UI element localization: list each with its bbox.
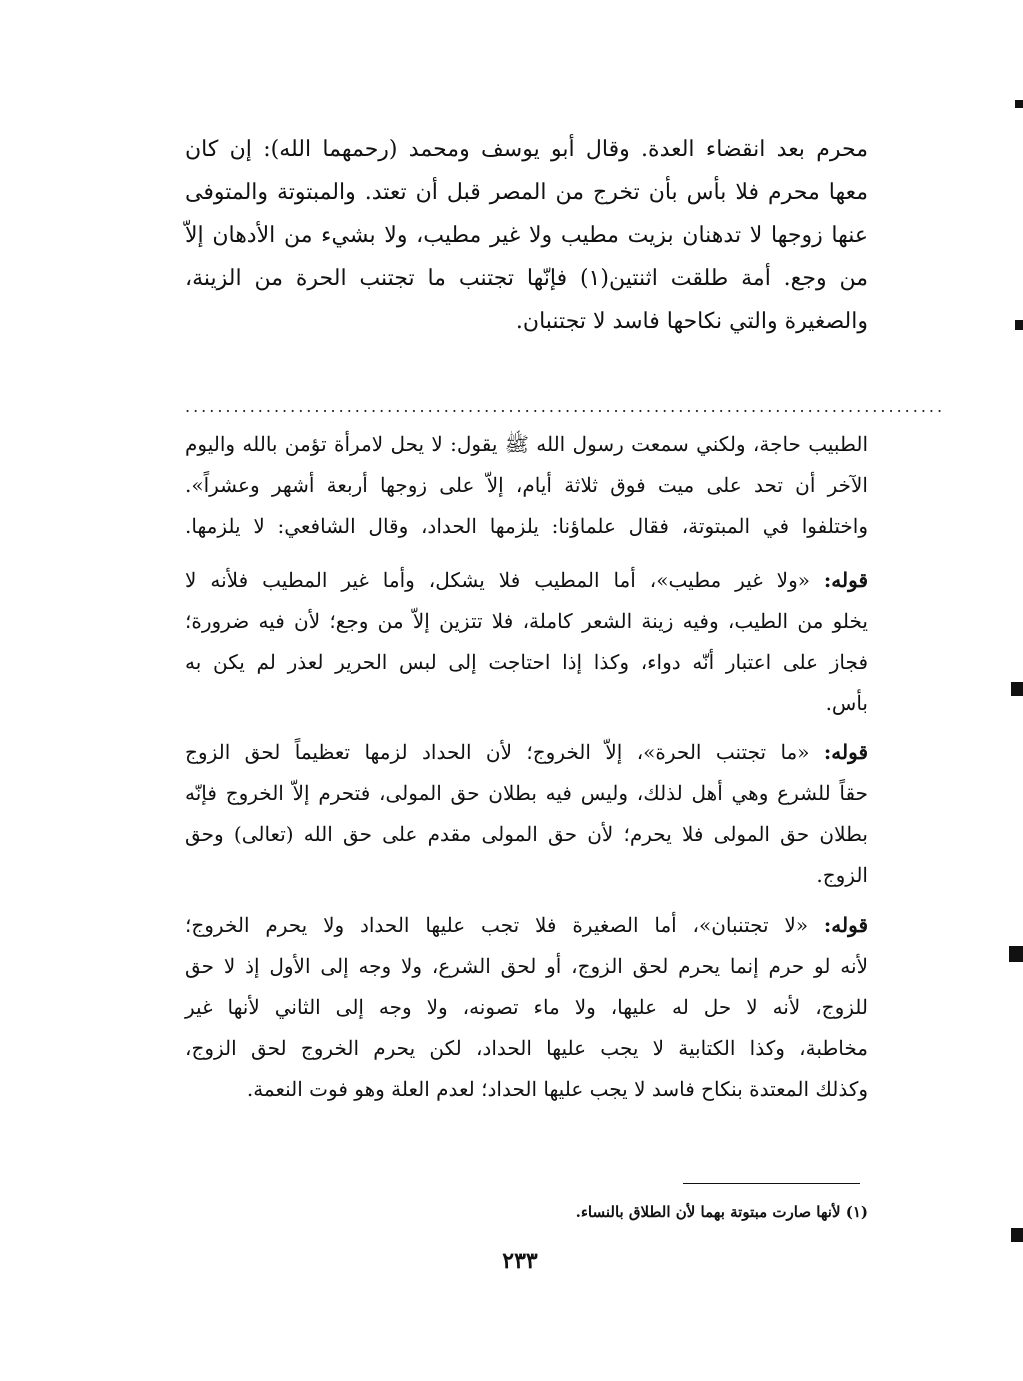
commentary-line: الآخر أن تحد على ميت فوق ثلاثة أيام، إلاّ على زوجها أربعة أشهر وعشراً». [185,473,868,497]
commentary-line [185,905,868,946]
commentary-line: للزوج، لأنه لا حل له عليها، ولا ماء تصونه، ولا وجه إلى الثاني لأنها غير [185,995,868,1019]
scan-edge-mark [1015,320,1023,330]
commentary-paragraph [185,424,868,547]
scan-edge-mark [1011,1228,1023,1242]
commentary-lead: قوله: [823,568,869,592]
commentary-line: بطلان حق المولى فلا يحرم؛ لأن حق المولى مقدم على حق الله (تعالى) وحق [185,822,868,846]
main-text-line: معها محرم فلا بأس بأن تخرج من المصر قبل أن تعتد. والمبتوتة والمتوفى [185,180,868,205]
main-text-line: محرم بعد انقضاء العدة. وقال أبو يوسف ومحمد (رحمهما الله): إن كان [185,137,868,162]
footnote-rule [683,1183,860,1184]
commentary-lead: قوله: [823,740,868,764]
commentary-line: مخاطبة، وكذا الكتابية لا يجب عليها الحداد، لكن يحرم الخروج لحق الزوج، [185,1036,868,1060]
scan-edge-mark [1009,946,1023,962]
footnote-text: (١) لأنها صارت مبتوتة بهما لأن الطلاق بالنساء. [575,1203,868,1221]
dotted-separator: .............................................................................................. [185,397,946,416]
commentary-line: الطبيب حاجة، ولكني سمعت رسول الله ﷺ يقول: لا يحل لامرأة تؤمن بالله واليوم [185,432,868,456]
commentary-lead: قوله: [823,913,869,937]
scan-edge-mark [1015,100,1023,108]
main-text-line: من وجع. أمة طلقت اثنتين(١) فإنّها تجتنب ما تجتنب الحرة من الزينة، [185,266,868,291]
commentary-line: بأس. [825,691,868,715]
commentary-paragraph [185,560,868,724]
page-number: ٢٣٣ [502,1248,538,1274]
scan-edge-mark [1011,682,1023,696]
footnote [185,1198,868,1226]
commentary-paragraph [185,905,868,1110]
main-text [185,128,868,343]
main-text-line: والصغيرة والتي نكاحها فاسد لا تجتنبان. [515,309,868,334]
commentary-line: يخلو من الطيب، وفيه زينة الشعر كاملة، فلا تتزين إلاّ من وجع؛ لأن فيه ضرورة؛ [185,609,868,633]
commentary-line: وكذلك المعتدة بنكاح فاسد لا يجب عليها الحداد؛ لعدم العلة وهو فوت النعمة. [246,1077,868,1101]
commentary-line: فجاز على اعتبار أنّه دواء، وكذا إذا احتاجت إلى لبس الحرير لعذر لم يكن به [185,650,868,674]
commentary-line: حقاً للشرع وهي أهل لذلك، وليس فيه بطلان حق المولى، فتحرم إلاّ الخروج فإنّه [185,781,868,805]
commentary-line-text: «ما تجتنب الحرة»، إلاّ الخروج؛ لأن الحداد لزمها تعظيماً لحق الزوج [185,740,810,764]
commentary-line [185,560,868,601]
commentary-line: واختلفوا في المبتوتة، فقال علماؤنا: يلزمها الحداد، وقال الشافعي: لا يلزمها. [185,514,868,538]
commentary-line-text: «ولا غير مطيب»، أما المطيب فلا يشكل، وأما غير المطيب فلأنه لا [185,568,810,592]
main-text-line: عنها زوجها لا تدهنان بزيت مطيب ولا غير مطيب، ولا بشيء من الأدهان إلاّ [185,223,868,248]
commentary-line-text: «لا تجتنبان»، أما الصغيرة فلا تجب عليها الحداد ولا يحرم الخروج؛ [185,913,809,937]
commentary-line: لأنه لو حرم إنما يحرم لحق الزوج، أو لحق الشرع، ولا وجه إلى الأول إذ لا حق [185,954,868,978]
commentary-paragraph [185,732,868,896]
commentary-line: الزوج. [816,863,868,887]
commentary-line [185,732,868,773]
